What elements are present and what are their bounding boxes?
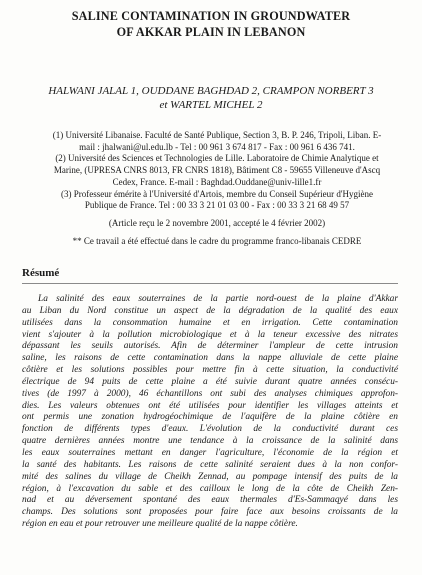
abstract-line: région, à l'excavation du sable et des cailloux le long de la côte de Cheikh Zen- (22, 483, 398, 494)
affiliation-line: (3) Professeur émérite à l'Université d'Artois, membre du Conseil Supérieur d'Hygiène (60, 188, 374, 199)
affiliation-line: Marine, (UPRESA CNRS 8013, FR CNRS 1818), Bâtiment C8 - 59655 Villeneuve d'Ascq (53, 165, 381, 176)
funding-note: ** Ce travail a été effectué dans le cadre du programme franco-libanais CEDRE (72, 235, 362, 246)
abstract-line: champs. Des solutions sont proposées pour faire face aux besoins croissants de la (22, 507, 398, 518)
title-line: SALINE CONTAMINATION IN GROUNDWATER (71, 9, 351, 23)
received-dates: (Article reçu le 2 novembre 2001, accepté le 4 février 2002) (108, 217, 326, 228)
paper-title (0, 8, 422, 40)
abstract-line: dépassant les seuils autorisés. Afin de déterminer l'ampleur de cette intrusion (22, 341, 398, 352)
affiliation-3 (24, 189, 410, 212)
affiliations (24, 130, 410, 247)
abstract-line: nad et au déversement spontané des eaux thermales d'Es-Sammaqyé dans les (22, 495, 398, 506)
affiliation-line: mail : jhalwani@ul.edu.lb - Tel : 00 961 3 674 817 - Fax : 00 961 6 436 741. (79, 141, 355, 152)
abstract-line: vient s'ajouter à la pollution microbiologique et à la teneur excessive des nitrates (22, 329, 398, 340)
abstract-line: quatre dernières années montre une tendance à la croissance de la salinité dans (22, 436, 398, 447)
abstract-line: la santé des habitants. Les raisons de cette salinité seraient dues à la non confor- (22, 459, 398, 470)
abstract-line: tives (de 1997 à 2000), 46 échantillons ont subi des analyses chimiques approfon- (22, 388, 398, 399)
affiliation-1 (24, 130, 410, 153)
abstract-line: saline, les raisons de cette contamination dans la nappe alluviale de cette plaine (22, 353, 398, 364)
abstract-line: au Liban du Nord constitue un aspect de la dégradation de la qualité des eaux (22, 305, 398, 316)
resume-heading: Résumé (22, 267, 60, 279)
abstract-line: mité des salines du village de Cheikh Zennad, au pompage intensif des puits de la (22, 471, 398, 482)
section-divider (22, 283, 398, 284)
abstract-body (22, 294, 398, 531)
title-line: OF AKKAR PLAIN IN LEBANON (116, 25, 306, 39)
abstract-line: La salinité des eaux souterraines de la partie nord-ouest de la plaine d'Akkar (38, 294, 398, 304)
affiliation-line: Cedex, France. E-mail : Baghdad.Ouddane@univ-lille1.fr (112, 176, 322, 187)
affiliation-line: Publique de France. Tel : 00 33 3 21 01 03 00 - Fax : 00 33 3 21 68 49 57 (84, 200, 350, 211)
abstract-line: électrique de 94 puits de cette plaine a été suivie durant quatre années consécu- (22, 376, 398, 387)
affiliation-line: (1) Université Libanaise. Faculté de Santé Publique, Section 3, B. P. 246, Tripoli, Liban. E- (52, 130, 382, 140)
abstract-line: utilisées dans la consommation humaine et en irrigation. Cette contamination (22, 317, 398, 328)
authors-line: et WARTEL MICHEL 2 (159, 99, 263, 111)
abstract-line: dies. Les valeurs obtenues ont été utilisées pour identifier les villages atteints et (22, 400, 398, 411)
abstract-line: les eaux souterraines mettant en danger l'agriculture, l'économie de la région et (22, 447, 398, 458)
abstract-line: région en eau et pour retrouver une meilleure qualité de la nappe côtière. (22, 519, 298, 530)
affiliation-2 (24, 153, 410, 188)
abstract-line: ont permis une zonation hydrogéochimique de l'aquifère de la plaine côtière en (22, 412, 398, 423)
abstract-line: fonction de différents types d'eaux. L'évolution de la conductivité durant ces (22, 424, 398, 435)
abstract-line: côtière et les solutions possibles pour mettre fin à cette situation, la conductivité (22, 365, 398, 376)
authors-line: HALWANI JALAL 1, OUDDANE BAGHDAD 2, CRAMPON NORBERT 3 (48, 85, 374, 97)
author-list (0, 84, 422, 112)
affiliation-line: (2) Université des Sciences et Technologies de Lille. Laboratoire de Chimie Analytique et (55, 153, 379, 164)
